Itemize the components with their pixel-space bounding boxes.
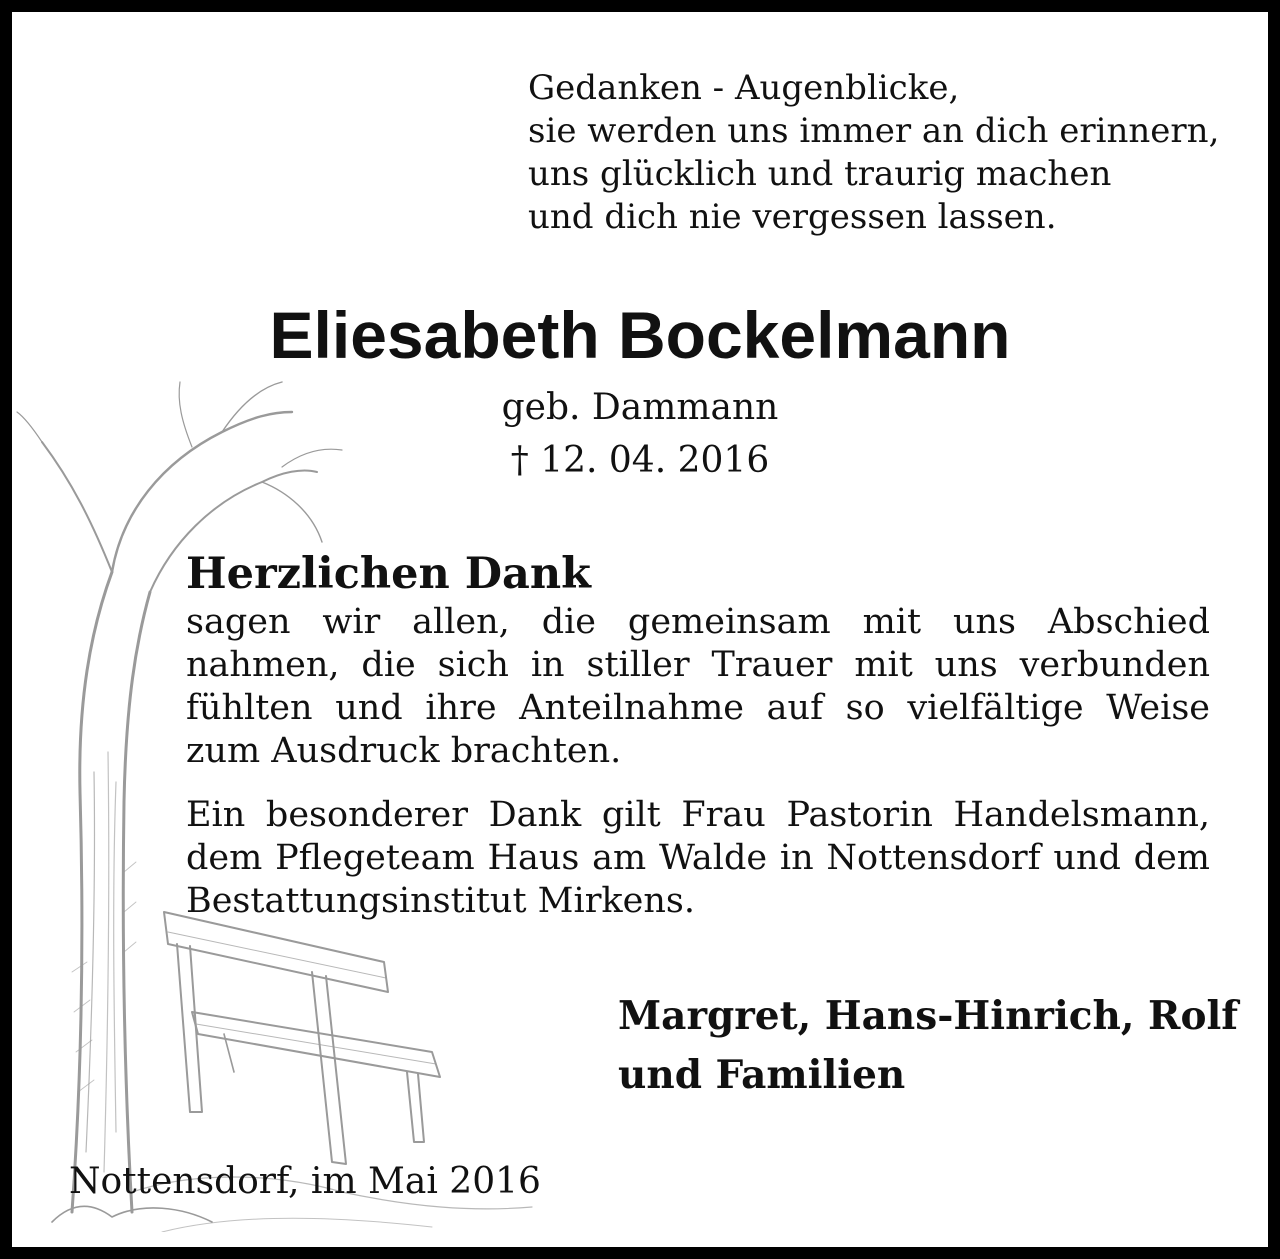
signature-line-2: und Familien (618, 1052, 906, 1098)
poem-line: uns glücklich und traurig machen (528, 154, 1112, 194)
place-date: Nottensdorf, im Mai 2016 (69, 1161, 541, 1202)
poem-line: sie werden uns immer an dich erinnern, (528, 111, 1220, 151)
birth-name: geb. Dammann (501, 387, 779, 428)
signature-block (618, 987, 1238, 1105)
thanks-paragraph-1: sagen wir allen, die gemeinsam mit uns Abschied nahmen, die sich in stiller Trauer mit uns verbunden fühlten und ihre Anteilnahme auf so vielfältige Weise zum Ausdruck brachten. (186, 602, 1210, 771)
poem-line: und dich nie vergessen lassen. (528, 197, 1057, 237)
thanks-heading: Herzlichen Dank (186, 549, 591, 599)
poem-block (528, 67, 1248, 239)
deceased-name: Eliesabeth Bockelmann (269, 298, 1011, 372)
signature-line-1: Margret, Hans-Hinrich, Rolf (618, 993, 1239, 1039)
poem-line: Gedanken - Augenblicke, (528, 68, 960, 108)
death-date: † 12. 04. 2016 (510, 440, 770, 481)
thanks-paragraph-2: Ein besonderer Dank gilt Frau Pastorin Handelsmann, dem Pflegeteam Haus am Walde in Nottensdorf und dem Bestattungsinstitut Mirkens. (186, 795, 1210, 921)
